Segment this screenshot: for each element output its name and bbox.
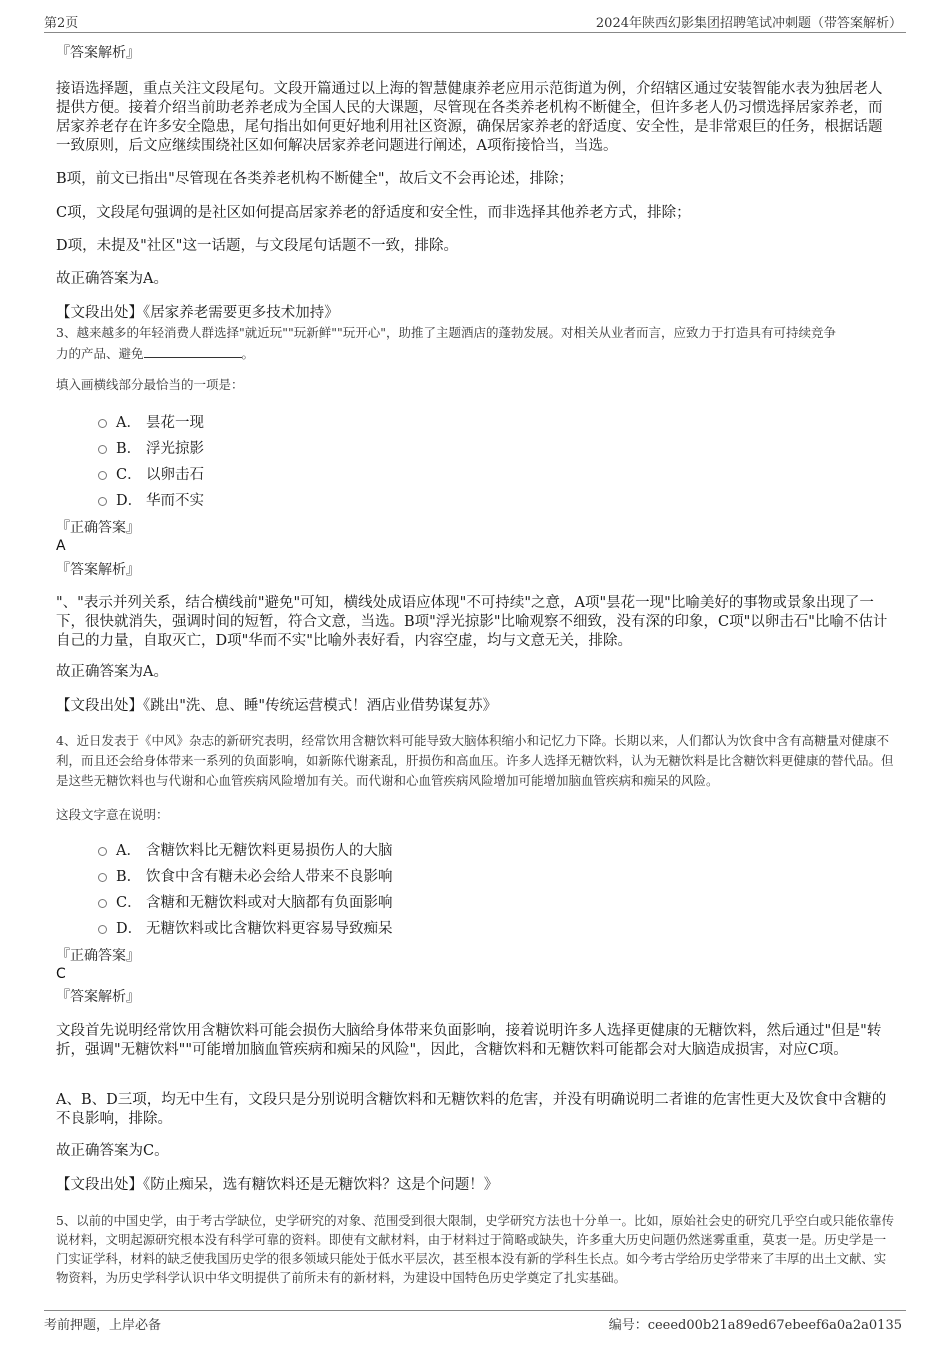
header-divider (44, 32, 906, 33)
option-letter: B． (116, 869, 142, 885)
option-text: 以卵击石 (146, 467, 204, 483)
question-stem-text: 力的产品、避免 (56, 346, 144, 361)
conclusion: 故正确答案为C。 (56, 1143, 169, 1159)
question-stem-end: 。 (241, 346, 255, 361)
option-c[interactable] (98, 466, 204, 484)
correct-answer-label: 『正确答案』 (56, 948, 140, 964)
analysis-paragraph: C项，文段尾句强调的是社区如何提高居家养老的舒适度和安全性，而非选择其他养老方式，排除； (56, 205, 691, 221)
analysis-paragraph: B项，前文已指出"尽管现在各类养老机构不断健全"，故后文不会再论述，排除； (56, 171, 573, 187)
option-letter: D． (116, 921, 143, 937)
footer-slogan: 考前押题，上岸必备 (44, 1318, 162, 1333)
radio-button[interactable] (98, 847, 107, 856)
footer-divider (44, 1310, 906, 1311)
analysis-label: 『答案解析』 (56, 45, 140, 61)
option-letter: D． (116, 493, 143, 509)
analysis-paragraph: D项，未提及"社区"这一话题，与文段尾句话题不一致，排除。 (56, 238, 458, 254)
radio-button[interactable] (98, 445, 107, 454)
fill-blank (144, 344, 242, 358)
option-letter: A． (116, 415, 141, 431)
option-a[interactable] (98, 842, 393, 860)
radio-button[interactable] (98, 873, 107, 882)
question-prompt: 填入画横线部分最恰当的一项是： (56, 377, 244, 392)
analysis-paragraph: 文段首先说明经常饮用含糖饮料可能会损伤大脑给身体带来负面影响，接着说明许多人选择更健康的无糖饮料，然后通过"但是"转折，强调"无糖饮料""可能增加脑血管疾病和痴呆的风险"，因此，含糖饮料和无糖饮料可能都会对大脑造成损害，对应C项。 (56, 1023, 882, 1058)
option-letter: A． (116, 843, 141, 859)
option-letter: C． (116, 895, 142, 911)
question-stem (56, 322, 896, 364)
question-stem: 4、近日发表于《中风》杂志的新研究表明，经常饮用含糖饮料可能导致大脑体积缩小和记忆力下降。长期以来，人们都认为饮食中含有高糖量对健康不利，而且还会给身体带来一系列的负面影响，如新陈代谢紊乱，肝损伤和高血压。许多人选择无糖饮料，认为无糖饮料是比含糖饮料更健康的替代品。但是这些无糖饮料也与代谢和心血管疾病风险增加有关。而代谢和心血管疾病风险增加可能增加脑血管疾病和痴呆的风险。 (56, 733, 894, 788)
radio-button[interactable] (98, 925, 107, 934)
conclusion: 故正确答案为A。 (56, 664, 168, 680)
source-citation: 【文段出处】《防止痴呆，选有糖饮料还是无糖饮料？这是个问题！》 (56, 1177, 499, 1193)
option-text: 无糖饮料或比含糖饮料更容易导致痴呆 (146, 921, 393, 937)
option-d[interactable] (98, 920, 393, 938)
document-title: 2024年陕西幻影集团招聘笔试冲刺题（带答案解析） (595, 16, 902, 31)
analysis-paragraph: "、"表示并列关系，结合横线前"避免"可知，横线处成语应体现"不可持续"之意，A项"昙花一现"比喻美好的事物或景象出现了一下，很快就消失，强调时间的短暂，符合文意，当选。B项"浮光掠影"比喻观察不细致，没有深的印象，C项"以卵击石"比喻不估计自己的力量，自取灭亡，D项"华而不实"比喻外表好看，内容空虚，均与文意无关，排除。 (56, 595, 888, 649)
question-stem: 5、以前的中国史学，由于考古学缺位，史学研究的对象、范围受到很大限制，史学研究方法也十分单一。比如，原始社会史的研究几乎空白或只能依靠传说材料，文明起源研究根本没有科学可靠的资料。即使有文献材料，由于材料过于简略或缺失，许多重大历史问题仍然迷雾重重，莫衷一是。历史学是一门实证学科，材料的缺乏使我国历史学的很多领域只能处于低水平层次，甚至根本没有新的学科生长点。如今考古学给历史学带来了丰厚的出土文献、实物资料，为历史学科学认识中华文明提供了前所未有的新材料，为建设中国特色历史学奠定了扎实基础。 (56, 1213, 895, 1285)
option-b[interactable] (98, 440, 204, 458)
source-citation: 【文段出处】《跳出"洗、息、睡"传统运营模式！酒店业借势谋复苏》 (56, 698, 498, 714)
analysis-label: 『答案解析』 (56, 562, 140, 578)
correct-answer-label: 『正确答案』 (56, 520, 140, 536)
question-stem-line (56, 343, 896, 364)
correct-answer: A (56, 538, 66, 554)
option-text: 含糖饮料比无糖饮料更易损伤人的大脑 (146, 843, 393, 859)
document-code: 编号：ceeed00b21a89ed67ebeef6a0a2a0135 (608, 1318, 902, 1333)
page-number: 第2页 (44, 16, 79, 31)
option-c[interactable] (98, 894, 393, 912)
source-citation: 【文段出处】《居家养老需要更多技术加持》 (56, 305, 339, 321)
correct-answer: C (56, 966, 66, 982)
option-d[interactable] (98, 492, 204, 510)
option-text: 昙花一现 (146, 415, 204, 431)
option-text: 浮光掠影 (146, 441, 204, 457)
question-stem-line: 3、越来越多的年轻消费人群选择"就近玩""玩新鲜""玩开心"，助推了主题酒店的蓬勃发展。对相关从业者而言，应致力于打造具有可持续竞争 (56, 325, 836, 340)
option-text: 饮食中含有糖未必会给人带来不良影响 (146, 869, 393, 885)
option-text: 华而不实 (146, 493, 204, 509)
conclusion: 故正确答案为A。 (56, 271, 168, 287)
analysis-paragraph: A、B、D三项，均无中生有，文段只是分别说明含糖饮料和无糖饮料的危害，并没有明确说明二者谁的危害性更大及饮食中含糖的不良影响，排除。 (56, 1092, 887, 1127)
option-letter: B． (116, 441, 142, 457)
radio-button[interactable] (98, 899, 107, 908)
radio-button[interactable] (98, 419, 107, 428)
analysis-paragraph: 接语选择题，重点关注文段尾句。文段开篇通过以上海的智慧健康养老应用示范街道为例，介绍辖区通过安装智能水表为独居老人提供方便。接着介绍当前助老养老成为全国人民的大课题，尽管现在各类养老机构不断健全，但许多老人仍习惯选择居家养老，而居家养老存在许多安全隐患，尾句指出如何更好地利用社区资源，确保居家养老的舒适度、安全性，是非常艰巨的任务，根据话题一致原则，后文应继续围绕社区如何解决居家养老问题进行阐述，A项衔接恰当，当选。 (56, 81, 883, 154)
radio-button[interactable] (98, 497, 107, 506)
option-a[interactable] (98, 414, 204, 432)
option-b[interactable] (98, 868, 393, 886)
radio-button[interactable] (98, 471, 107, 480)
question-prompt: 这段文字意在说明： (56, 807, 169, 822)
option-text: 含糖和无糖饮料或对大脑都有负面影响 (146, 895, 393, 911)
option-letter: C． (116, 467, 142, 483)
analysis-label: 『答案解析』 (56, 989, 140, 1005)
